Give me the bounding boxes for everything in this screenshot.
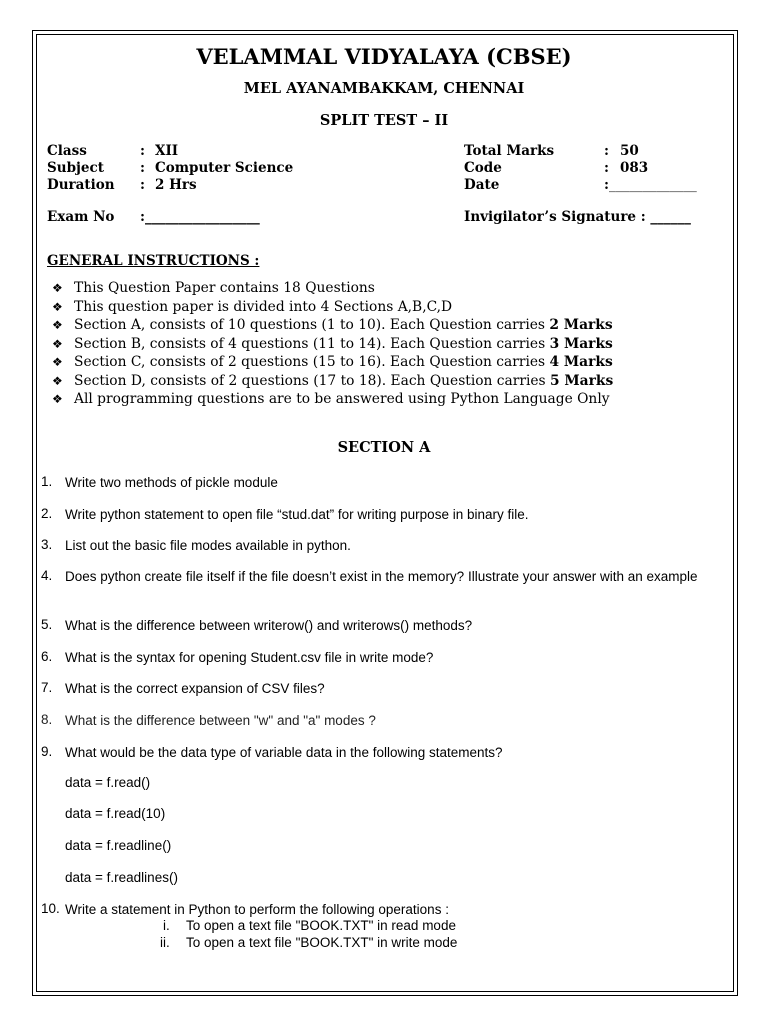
meta-date-label: Date <box>464 177 500 193</box>
meta-subject-label: Subject <box>47 160 104 176</box>
diamond-bullet-icon: ❖ <box>52 300 63 314</box>
meta-subject-sep: : <box>140 160 145 176</box>
code-line: data = f.read(10) <box>65 806 166 821</box>
meta-class-sep: : <box>140 143 145 159</box>
meta-subject-value: Computer Science <box>155 160 294 176</box>
general-instructions-heading: GENERAL INSTRUCTIONS : <box>47 253 260 269</box>
diamond-bullet-icon: ❖ <box>52 374 63 388</box>
exam-no-field: :_________________ <box>140 209 260 225</box>
meta-duration-label: Duration <box>47 177 115 193</box>
sub-item-number: ii. <box>160 935 170 950</box>
test-title: SPLIT TEST – II <box>319 112 449 129</box>
meta-total-marks-sep: : <box>604 143 609 159</box>
meta-total-marks-label: Total Marks <box>464 143 555 159</box>
instruction-item: ❖ Section C, consists of 2 questions (15 to 16). Each Question carries 4 Marks <box>52 354 613 370</box>
meta-class-label: Class <box>47 143 87 159</box>
instruction-item: ❖ All programming questions are to be answered using Python Language Only <box>52 391 610 407</box>
sub-item-number: i. <box>163 918 170 933</box>
meta-code-label: Code <box>464 160 502 176</box>
diamond-bullet-icon: ❖ <box>52 355 63 369</box>
section-a-title: SECTION A <box>337 439 431 456</box>
meta-code-value: 083 <box>620 160 649 176</box>
meta-date-sep: : <box>604 177 609 193</box>
meta-duration-value: 2 Hrs <box>155 177 197 193</box>
code-line: data = f.read() <box>65 775 151 790</box>
school-location: MEL AYANAMBAKKAM, CHENNAI <box>243 80 525 97</box>
diamond-bullet-icon: ❖ <box>52 337 63 351</box>
meta-duration-sep: : <box>140 177 145 193</box>
diamond-bullet-icon: ❖ <box>52 392 63 406</box>
diamond-bullet-icon: ❖ <box>52 318 63 332</box>
meta-total-marks-value: 50 <box>620 143 639 159</box>
meta-code-sep: : <box>604 160 609 176</box>
sub-item-text: To open a text file "BOOK.TXT" in write mode <box>186 935 458 950</box>
exam-no-label: Exam No <box>47 209 115 225</box>
code-line: data = f.readlines() <box>65 870 178 885</box>
code-line: data = f.readline() <box>65 838 172 853</box>
school-name: VELAMMAL VIDYALAYA (CBSE) <box>196 44 572 69</box>
meta-class-value: XII <box>155 143 179 159</box>
instruction-item: ❖ Section B, consists of 4 questions (11 to 14). Each Question carries 3 Marks <box>52 336 613 352</box>
instruction-item: ❖ Section A, consists of 10 questions (1 to 10). Each Question carries 2 Marks <box>52 317 613 333</box>
diamond-bullet-icon: ❖ <box>52 281 63 295</box>
sub-item-text: To open a text file "BOOK.TXT" in read mode <box>186 918 456 933</box>
instruction-item: ❖ This Question Paper contains 18 Questions <box>52 280 375 296</box>
meta-date-value: _____________ <box>609 177 697 193</box>
invigilator-signature: Invigilator’s Signature : ______ <box>464 209 691 225</box>
instruction-item: ❖ This question paper is divided into 4 Sections A,B,C,D <box>52 299 453 315</box>
instruction-item: ❖ Section D, consists of 2 questions (17 to 18). Each Question carries 5 Marks <box>52 373 614 389</box>
